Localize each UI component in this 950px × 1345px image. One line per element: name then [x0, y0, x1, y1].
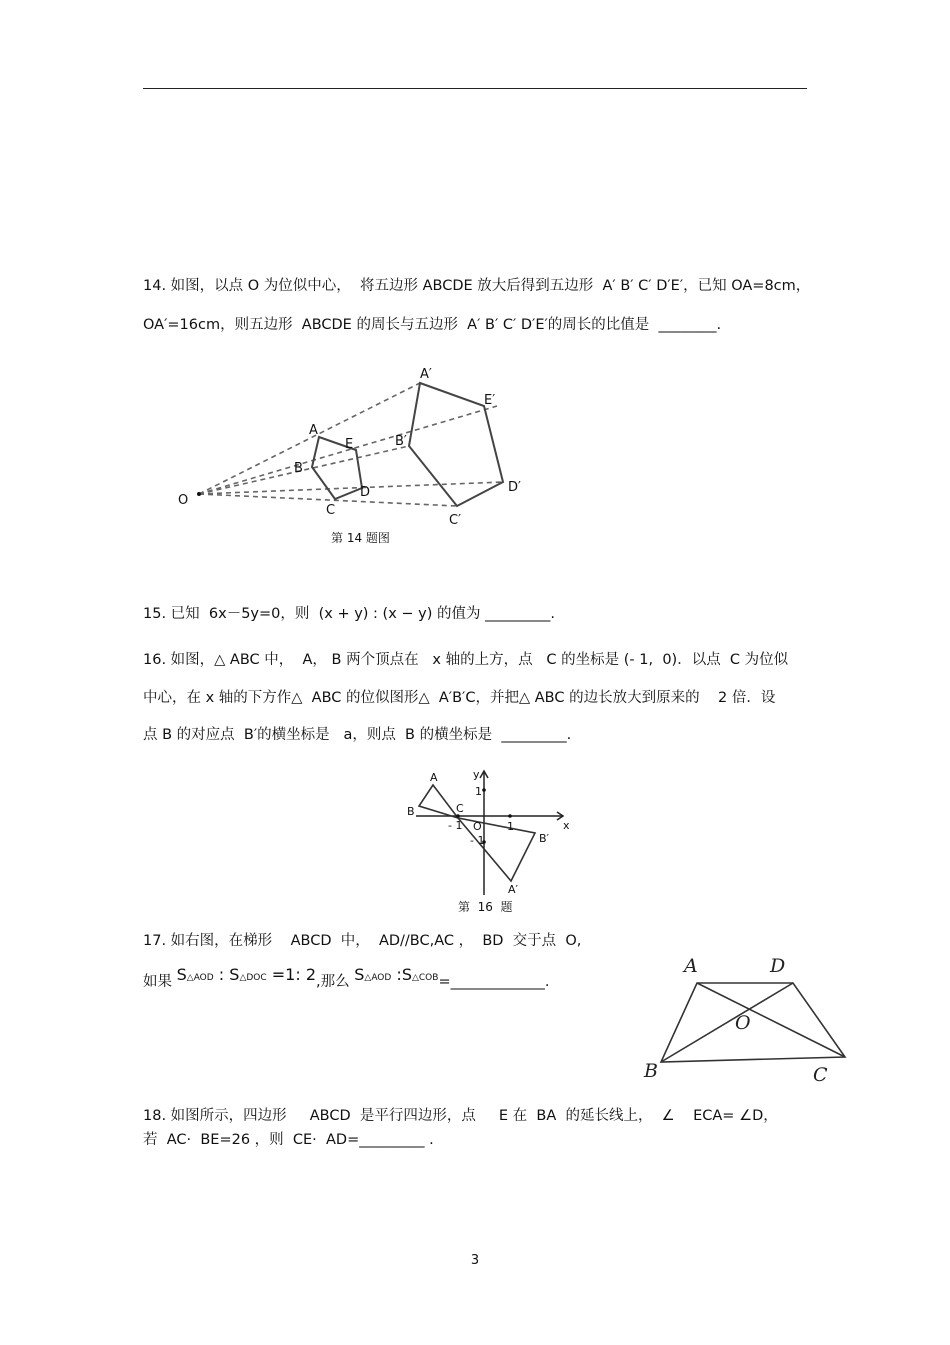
- q17-prefix: 如果: [143, 974, 172, 990]
- q17-formula-1: S△AOD : S△DOC =1: 2: [176, 965, 317, 984]
- label-A2: A′: [420, 367, 432, 382]
- q18-line1: 18. 如图所示，四边形 ABCD 是平行四边形，点 E 在 BA 的延长线上， ∠ ECA= ∠D，: [143, 1108, 778, 1124]
- triangle-a2b2c: [458, 818, 535, 881]
- label-A: A: [430, 771, 438, 784]
- header-rule: [143, 88, 807, 89]
- label-y: y: [473, 768, 480, 781]
- label-x: x: [563, 819, 570, 832]
- label-O: O: [473, 820, 482, 833]
- label-C: C: [456, 802, 464, 815]
- q17-line1: 17. 如右图，在梯形 ABCD 中， AD//BC,AC ， BD 交于点 O,: [143, 933, 582, 949]
- tick-y-1: 1: [475, 785, 482, 798]
- q15-line: 15. 已知 6x－5y=0，则 (x + y) : (x − y) 的值为 _________.: [143, 606, 555, 622]
- page-number: 3: [470, 1253, 480, 1268]
- label-D: D: [770, 955, 786, 977]
- diagonal-ac: [697, 983, 845, 1057]
- q14-line1: 14. 如图，以点 O 为位似中心， 将五边形 ABCDE 放大后得到五边形 A′ B′ C′ D′E′，已知 OA=8cm，: [143, 278, 811, 294]
- tick-y-neg1: - 1: [470, 834, 485, 847]
- label-B2: B′: [395, 434, 407, 449]
- q18-line2: 若 AC· BE=26 ，则 CE· AD=_________ .: [143, 1132, 434, 1148]
- q14-line2: OA′=16cm，则五边形 ABCDE 的周长与五边形 A′ B′ C′ D′E′的周长的比值是 ________.: [143, 317, 722, 333]
- q16-line3: 点 B 的对应点 B′的横坐标是 a，则点 B 的横坐标是 _________.: [143, 727, 572, 743]
- q14-caption: 第 14 题图: [331, 531, 390, 545]
- label-D: D: [360, 485, 371, 500]
- label-A: A: [684, 955, 698, 977]
- q16-line1: 16. 如图，△ ABC 中， A， B 两个顶点在 x 轴的上方，点 C 的坐标是 (- 1, 0)．以点 C 为位似: [143, 652, 789, 668]
- label-B: B: [407, 805, 415, 818]
- tick-x-neg1: - 1: [448, 819, 463, 832]
- q16-figure: [400, 762, 580, 897]
- label-O: O: [178, 493, 189, 508]
- label-O: O: [735, 1012, 751, 1034]
- q14-figure: [170, 360, 540, 530]
- label-B: B: [294, 461, 303, 476]
- label-B2: B′: [539, 832, 550, 845]
- triangle-abc: [419, 785, 458, 818]
- q16-caption: 第 16 题: [458, 900, 513, 914]
- label-A: A: [309, 423, 318, 438]
- q17-then: ,那么: [316, 974, 350, 990]
- q17-line2: [143, 965, 550, 993]
- q17-formula-2: S△AOD :S△COB: [354, 965, 439, 984]
- q16-line2: 中心，在 x 轴的下方作△ ABC 的位似图形△ A′B′C，并把△ ABC 的边长放大到原来的 2 倍．设: [143, 690, 776, 706]
- label-A2: A′: [508, 883, 519, 896]
- label-D2: D′: [508, 480, 521, 495]
- label-C: C: [326, 503, 336, 518]
- label-C2: C′: [449, 513, 462, 528]
- q17-blank: =_____________.: [438, 974, 550, 990]
- diagonal-bd: [661, 983, 793, 1062]
- tick-x-1: 1: [507, 820, 514, 833]
- label-E2: E′: [484, 393, 496, 408]
- trapezoid-abcd: [661, 983, 845, 1062]
- label-B: B: [644, 1060, 658, 1082]
- label-C: C: [813, 1064, 828, 1083]
- q17-figure: [635, 948, 855, 1083]
- label-E: E: [345, 437, 354, 452]
